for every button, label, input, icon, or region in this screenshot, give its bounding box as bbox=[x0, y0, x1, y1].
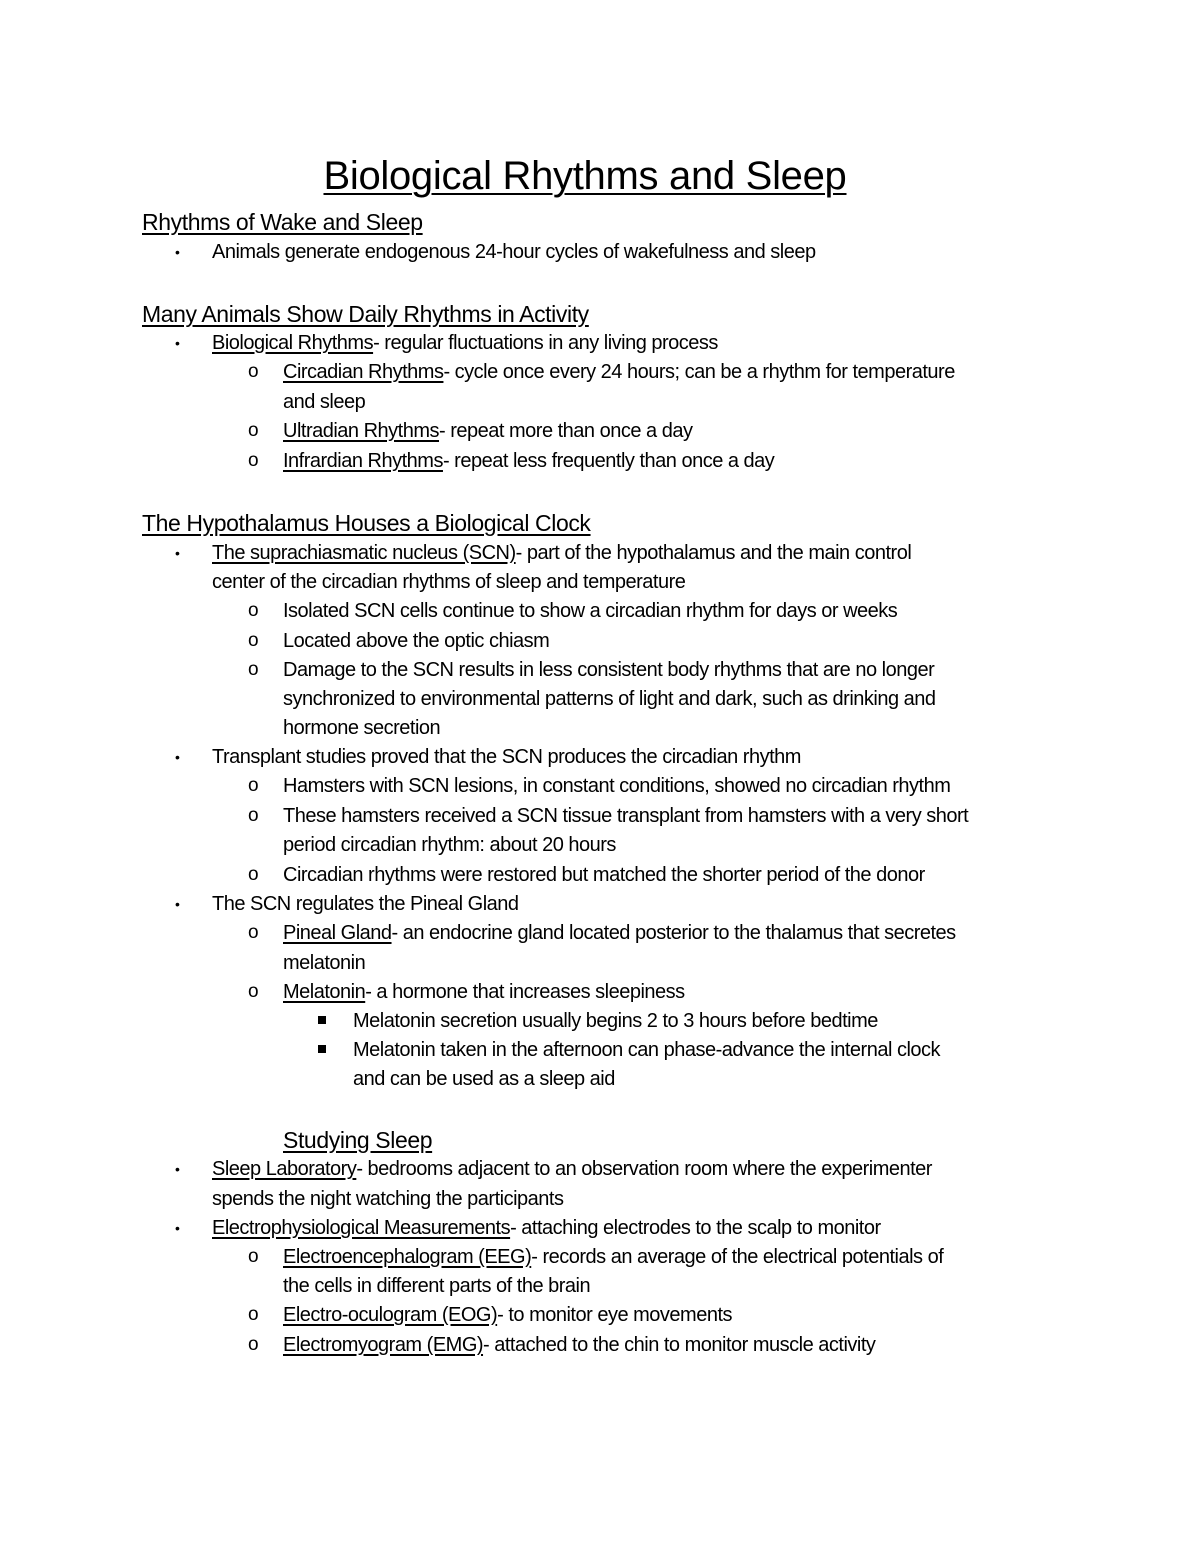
definition: - regular fluctuations in any living process bbox=[373, 332, 718, 354]
bullet: o bbox=[248, 775, 259, 796]
bullet: o bbox=[248, 450, 259, 471]
bullet: • bbox=[175, 335, 180, 351]
definition: - repeat less frequently than once a day bbox=[442, 450, 775, 472]
section-heading-wake-sleep: Rhythms of Wake and Sleep bbox=[142, 209, 423, 235]
list-item: The SCN regulates the Pineal Gland bbox=[212, 893, 519, 915]
term: Sleep Laboratory bbox=[212, 1158, 357, 1180]
bullet: o bbox=[248, 630, 259, 651]
list-item-continued: hormone secretion bbox=[283, 717, 441, 739]
list-item bbox=[283, 449, 774, 473]
list-item bbox=[283, 360, 955, 384]
list-item bbox=[283, 1333, 875, 1357]
list-item bbox=[283, 1303, 732, 1327]
bullet: o bbox=[248, 864, 259, 885]
section-heading-hypothalamus: The Hypothalamus Houses a Biological Clock bbox=[142, 510, 591, 536]
term: Electroencephalogram (EEG) bbox=[283, 1246, 532, 1268]
bullet: • bbox=[175, 244, 180, 260]
bullet: o bbox=[248, 600, 259, 621]
term: Electromyogram (EMG) bbox=[283, 1334, 484, 1356]
bullet: o bbox=[248, 1334, 259, 1355]
bullet: • bbox=[175, 749, 180, 765]
list-item: Hamsters with SCN lesions, in constant conditions, showed no circadian rhythm bbox=[283, 775, 951, 797]
list-item bbox=[212, 331, 718, 355]
list-item: Transplant studies proved that the SCN produces the circadian rhythm bbox=[212, 746, 801, 768]
bullet: • bbox=[175, 896, 180, 912]
list-item-continued: and can be used as a sleep aid bbox=[353, 1068, 615, 1090]
list-item-continued: period circadian rhythm: about 20 hours bbox=[283, 834, 616, 856]
bullet: • bbox=[175, 545, 180, 561]
list-item-continued: spends the night watching the participants bbox=[212, 1188, 564, 1210]
term: Electro-oculogram (EOG) bbox=[283, 1304, 498, 1326]
list-item bbox=[283, 980, 685, 1004]
definition: - to monitor eye movements bbox=[497, 1304, 732, 1326]
list-item: Located above the optic chiasm bbox=[283, 630, 550, 652]
list-item: Damage to the SCN results in less consistent body rhythms that are no longer bbox=[283, 659, 935, 681]
list-item-continued: center of the circadian rhythms of sleep and temperature bbox=[212, 571, 686, 593]
list-item-continued: and sleep bbox=[283, 391, 366, 413]
definition: - attaching electrodes to the scalp to monitor bbox=[510, 1217, 881, 1239]
definition: - attached to the chin to monitor muscle activity bbox=[483, 1334, 876, 1356]
definition: - cycle once every 24 hours; can be a rhythm for temperature bbox=[443, 361, 955, 383]
list-item bbox=[283, 921, 956, 945]
term: Biological Rhythms bbox=[212, 332, 374, 354]
bullet: o bbox=[248, 1246, 259, 1267]
list-item: Circadian rhythms were restored but matched the shorter period of the donor bbox=[283, 864, 925, 886]
definition: - a hormone that increases sleepiness bbox=[365, 981, 685, 1003]
definition: - part of the hypothalamus and the main control bbox=[515, 542, 912, 564]
definition: - bedrooms adjacent to an observation room where the experimenter bbox=[356, 1158, 932, 1180]
bullet: • bbox=[175, 1220, 180, 1236]
page-title: Biological Rhythms and Sleep bbox=[323, 154, 847, 198]
term: The suprachiasmatic nucleus (SCN) bbox=[212, 542, 516, 564]
list-item-continued: the cells in different parts of the brain bbox=[283, 1275, 591, 1297]
bullet: • bbox=[175, 1161, 180, 1177]
term: Melatonin bbox=[283, 981, 366, 1003]
term: Electrophysiological Measurements bbox=[212, 1217, 511, 1239]
term: Pineal Gland bbox=[283, 922, 392, 944]
list-item: Isolated SCN cells continue to show a circadian rhythm for days or weeks bbox=[283, 600, 898, 622]
square-bullet-icon bbox=[318, 1045, 326, 1053]
bullet: o bbox=[248, 361, 259, 382]
definition: - records an average of the electrical potentials of bbox=[531, 1246, 944, 1268]
bullet: o bbox=[248, 420, 259, 441]
list-item: Melatonin taken in the afternoon can phase-advance the internal clock bbox=[353, 1039, 941, 1061]
list-item bbox=[212, 1216, 881, 1240]
list-item: These hamsters received a SCN tissue transplant from hamsters with a very short bbox=[283, 805, 969, 827]
section-heading-daily-rhythms: Many Animals Show Daily Rhythms in Activity bbox=[142, 301, 589, 327]
definition: - repeat more than once a day bbox=[439, 420, 693, 442]
list-item: Melatonin secretion usually begins 2 to 3 hours before bedtime bbox=[353, 1010, 878, 1032]
list-item bbox=[212, 541, 911, 565]
bullet: o bbox=[248, 805, 259, 826]
list-item-continued: melatonin bbox=[283, 952, 366, 974]
bullet: o bbox=[248, 981, 259, 1002]
bullet: o bbox=[248, 1304, 259, 1325]
term: Infrardian Rhythms bbox=[283, 450, 443, 472]
section-heading-studying-sleep: Studying Sleep bbox=[283, 1127, 433, 1153]
list-item: Animals generate endogenous 24-hour cycles of wakefulness and sleep bbox=[212, 241, 816, 263]
list-item-continued: synchronized to environmental patterns of light and dark, such as drinking and bbox=[283, 688, 936, 710]
bullet: o bbox=[248, 659, 259, 680]
square-bullet-icon bbox=[318, 1016, 326, 1024]
definition: - an endocrine gland located posterior to the thalamus that secretes bbox=[391, 922, 956, 944]
bullet: o bbox=[248, 922, 259, 943]
list-item bbox=[283, 1245, 943, 1269]
list-item bbox=[212, 1157, 932, 1181]
term: Ultradian Rhythms bbox=[283, 420, 440, 442]
list-item bbox=[283, 419, 692, 443]
term: Circadian Rhythms bbox=[283, 361, 444, 383]
